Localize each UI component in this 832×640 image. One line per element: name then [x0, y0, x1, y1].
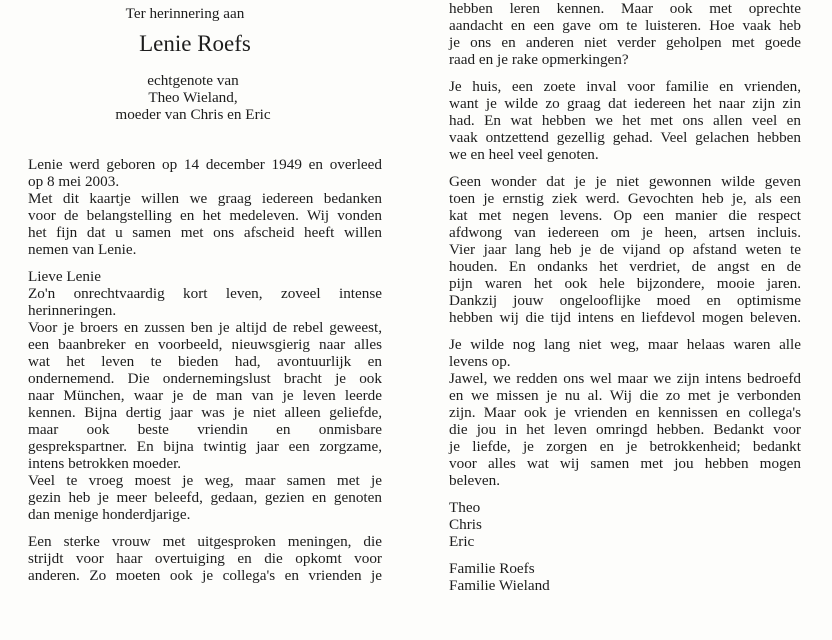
text-line: het fijn dat u samen met ons afscheid heeft willen	[28, 224, 382, 241]
text-line: Vier jaar lang heb je de vijand op afstand weten te	[449, 241, 801, 258]
text-line: dan menige honderdjarige.	[28, 506, 191, 523]
subtitle-line-1: echtgenote van	[147, 72, 239, 89]
signature-name: Eric	[449, 533, 475, 550]
signature-block	[449, 499, 801, 550]
text-line: wat het leven te bieden had, avontuurlijk en	[28, 353, 382, 370]
text-line: gesprekspartner. En bijna twintig jaar een zorgzame,	[28, 438, 382, 455]
text-line: op 8 mei 2003.	[28, 173, 120, 190]
text-line: nemen van Lenie.	[28, 241, 137, 258]
text-line: voor alles wat wij samen met jou hebben mogen	[449, 455, 801, 472]
signature-name: Theo	[449, 499, 481, 516]
text-line: aandacht en een gave om te luisteren. Hoe vaak heb	[449, 17, 801, 34]
text-line: had. En wat hebben we het met ons allen veel en	[449, 112, 801, 129]
signature-name: Chris	[449, 516, 482, 533]
right-paragraph-3	[449, 173, 801, 326]
text-line: afdwong van iedereen om je heen, artsen incluis.	[449, 224, 801, 241]
text-line: anderen. Zo moeten ook je collega's en vrienden je	[28, 567, 382, 584]
right-column	[449, 0, 801, 594]
text-line: beleven.	[449, 472, 501, 489]
text-line: Voor je broers en zussen ben je altijd de rebel geweest,	[28, 319, 382, 336]
text-line: je liefde, je zorgen en je betrokkenheid; bedankt	[449, 438, 801, 455]
text-line: je ons en anderen niet verder geholpen met goede	[449, 34, 801, 51]
text-line: raad en je rake opmerkingen?	[449, 51, 629, 68]
subtitle-line-3: moeder van Chris en Eric	[115, 106, 271, 123]
subtitle-line-2: Theo Wieland,	[148, 89, 238, 106]
text-line: toen je ernstig ziek werd. Gevochten heb je, als een	[449, 190, 801, 207]
text-line: herinneringen.	[28, 302, 117, 319]
text-line: Lenie werd geboren op 14 december 1949 en overleed	[28, 156, 382, 173]
text-line: naar München, waar je de man van je leven leerde	[28, 387, 382, 404]
right-paragraph-1	[449, 0, 801, 68]
text-line: zijn. Maar ook je vrienden en kennissen en collega's	[449, 404, 801, 421]
text-line: levens op.	[449, 353, 511, 370]
text-line: ondernemend. Die ondernemingslust bracht je ook	[28, 370, 382, 387]
text-line: kat met negen levens. Op een manier die respect	[449, 207, 801, 224]
text-line: strijdt voor haar overtuiging en die opkomt voor	[28, 550, 382, 567]
right-paragraph-2	[449, 78, 801, 163]
text-line: Je wilde nog lang niet weg, maar helaas waren alle	[449, 336, 801, 353]
text-line: Jawel, we redden ons wel maar we zijn intens bedroefd	[449, 370, 801, 387]
text-line: Je huis, een zoete inval voor familie en vrienden,	[449, 78, 801, 95]
text-line: Lieve Lenie	[28, 268, 101, 285]
text-line: een baanbreker en voorbeeld, nieuwsgierig naar alles	[28, 336, 382, 353]
left-paragraph-2	[28, 268, 382, 523]
text-line: houden. En ondanks het verdriet, de angst en de	[449, 258, 801, 275]
text-line: hebben leren kennen. Maar ook met oprechte	[449, 0, 801, 17]
text-line: gezin heb je meer beleefd, gedaan, gezien en genoten	[28, 489, 382, 506]
text-line: want je wilde zo graag dat iedereen het naar zijn zin	[449, 95, 801, 112]
text-line: pijn waren het ook hele bijzondere, mooie jaren.	[449, 275, 801, 292]
text-line: Een sterke vrouw met uitgesproken meningen, die	[28, 533, 382, 550]
text-line: en we missen je nu al. Wij die zo met je verbonden	[449, 387, 801, 404]
text-line: maar ook beste vriendin en onmisbare	[28, 421, 382, 438]
text-line: Met dit kaartje willen we graag iedereen bedanken	[28, 190, 382, 207]
text-line: intens betrokken moeder.	[28, 455, 182, 472]
intro-text: Ter herinnering aan	[125, 5, 245, 22]
text-line: hebben wij die tijd intens en liefdevol mogen beleven.	[449, 309, 801, 326]
family-name: Familie Roefs	[449, 560, 535, 577]
text-line: vaak ontzettend gezellig gehad. Veel gelachen hebben	[449, 129, 801, 146]
text-line: Zo'n onrechtvaardig kort leven, zoveel intense	[28, 285, 382, 302]
family-block	[449, 560, 801, 594]
family-name: Familie Wieland	[449, 577, 550, 594]
right-paragraph-4	[449, 336, 801, 489]
left-column	[28, 0, 382, 584]
text-line: voor de belangstelling en het medeleven. Wij vonden	[28, 207, 382, 224]
text-line: Dankzij jouw ongelooflijke moed en optimisme	[449, 292, 801, 309]
text-line: Geen wonder dat je je niet gewonnen wilde geven	[449, 173, 801, 190]
text-line: die jou in het leven omringd hebben. Bedankt voor	[449, 421, 801, 438]
text-line: Veel te vroeg moest je weg, maar samen met je	[28, 472, 382, 489]
left-paragraph-1	[28, 156, 382, 258]
text-line: kennen. Bijna dertig jaar was je niet alleen geliefde,	[28, 404, 382, 421]
text-line: we en heel veel genoten.	[449, 146, 599, 163]
left-paragraph-3	[28, 533, 382, 584]
deceased-name: Lenie Roefs	[139, 31, 251, 56]
